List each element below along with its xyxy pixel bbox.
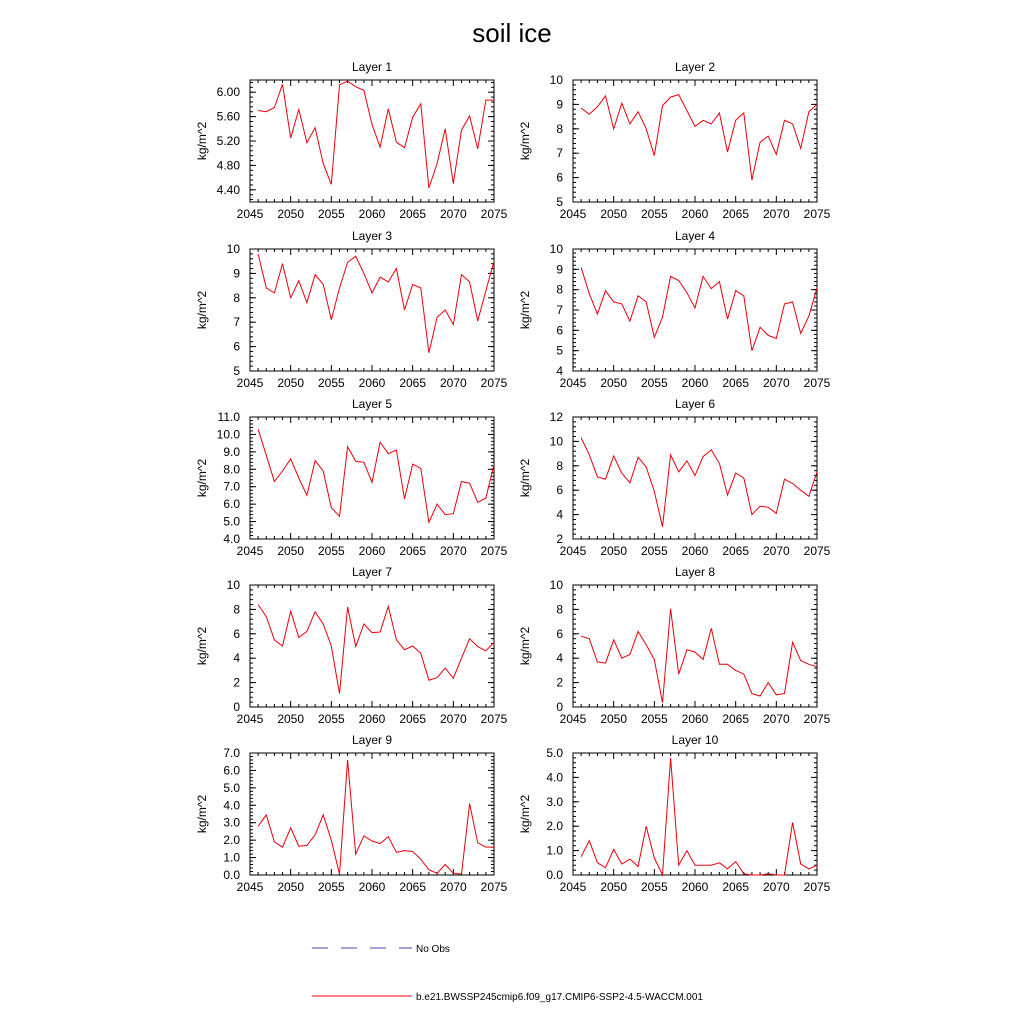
y-axis-label: kg/m^2 [195, 626, 209, 666]
y-tick-label: 8 [233, 602, 240, 617]
y-tick-label: 3.0 [546, 794, 563, 809]
y-tick-label: 4 [556, 651, 563, 666]
y-tick-label: 6 [233, 626, 240, 641]
y-tick-label: 0.0 [223, 868, 240, 882]
x-tick-label: 2075 [803, 207, 831, 221]
x-tick-label: 2075 [803, 376, 831, 390]
y-tick-label: 9 [556, 97, 563, 112]
y-tick-label: 4 [556, 507, 563, 522]
x-tick-label: 2050 [600, 544, 628, 558]
y-tick-label: 5.60 [216, 109, 240, 124]
x-tick-label: 2070 [762, 712, 790, 726]
y-tick-label: 4 [233, 651, 240, 666]
y-tick-label: 11.0 [217, 410, 240, 424]
y-tick-label: 6 [556, 483, 563, 498]
x-tick-label: 2060 [358, 712, 386, 726]
y-tick-label: 8 [556, 121, 563, 136]
x-tick-label: 2070 [762, 544, 790, 558]
y-tick-label: 10 [226, 578, 240, 592]
chart-panel-layer-8 [518, 565, 831, 726]
x-tick-label: 2065 [722, 712, 750, 726]
x-tick-label: 2045 [236, 712, 264, 726]
y-axis-label: kg/m^2 [195, 121, 209, 161]
x-tick-label: 2070 [439, 544, 467, 558]
y-tick-label: 7 [233, 315, 240, 330]
x-tick-label: 2070 [762, 207, 790, 221]
x-tick-label: 2065 [722, 544, 750, 558]
plot-frame [250, 585, 494, 707]
x-tick-label: 2045 [236, 207, 264, 221]
series-line [258, 605, 494, 694]
y-tick-label: 0 [233, 700, 240, 714]
plot-frame [250, 753, 494, 875]
series-line [581, 609, 817, 703]
x-tick-label: 2055 [640, 376, 668, 390]
y-axis-label: kg/m^2 [195, 290, 209, 330]
panel-title: Layer 8 [674, 565, 716, 579]
y-tick-label: 9 [556, 262, 563, 277]
x-tick-label: 2055 [640, 207, 668, 221]
y-tick-label: 4 [556, 364, 563, 378]
y-tick-label: 6 [556, 323, 563, 338]
chart-panel-layer-4 [518, 229, 831, 390]
panel-title: Layer 10 [671, 733, 719, 747]
y-tick-label: 8 [556, 282, 563, 297]
x-tick-label: 2075 [480, 544, 508, 558]
legend [312, 944, 703, 1003]
x-tick-label: 2060 [681, 880, 709, 894]
series-line [581, 95, 817, 180]
plot-frame [573, 585, 817, 707]
x-tick-label: 2045 [236, 544, 264, 558]
x-tick-label: 2050 [600, 712, 628, 726]
x-tick-label: 2055 [317, 880, 345, 894]
y-tick-label: 2.0 [546, 819, 563, 834]
x-tick-label: 2045 [236, 376, 264, 390]
x-tick-label: 2060 [358, 544, 386, 558]
y-axis-label: kg/m^2 [518, 458, 532, 498]
y-tick-label: 9 [233, 266, 240, 281]
x-tick-label: 2060 [358, 880, 386, 894]
y-axis-label: kg/m^2 [518, 121, 532, 161]
x-tick-label: 2055 [640, 544, 668, 558]
y-tick-label: 5 [233, 364, 240, 378]
y-tick-label: 1.0 [223, 850, 240, 865]
y-tick-label: 10 [549, 578, 563, 592]
y-tick-label: 5.0 [546, 746, 563, 760]
x-tick-label: 2065 [399, 544, 427, 558]
x-tick-label: 2050 [277, 207, 305, 221]
y-tick-label: 6 [233, 339, 240, 354]
x-tick-label: 2055 [317, 544, 345, 558]
panel-title: Layer 6 [674, 397, 716, 411]
y-tick-label: 6.00 [216, 85, 240, 100]
y-tick-label: 0.0 [546, 868, 563, 882]
y-tick-label: 7.0 [223, 479, 240, 494]
x-tick-label: 2075 [480, 376, 508, 390]
x-tick-label: 2055 [640, 880, 668, 894]
x-tick-label: 2060 [681, 207, 709, 221]
x-tick-label: 2070 [762, 880, 790, 894]
chart-panel-layer-2 [518, 60, 831, 221]
x-tick-label: 2050 [600, 207, 628, 221]
figure-title: soil ice [472, 18, 552, 48]
y-tick-label: 4.40 [216, 182, 240, 197]
chart-panel-layer-6 [518, 397, 831, 558]
x-tick-label: 2075 [803, 712, 831, 726]
y-tick-label: 6 [556, 170, 563, 185]
y-tick-label: 2 [233, 675, 240, 690]
x-tick-label: 2060 [358, 207, 386, 221]
x-tick-label: 2055 [317, 712, 345, 726]
panel-title: Layer 1 [351, 60, 393, 74]
x-tick-label: 2060 [358, 376, 386, 390]
x-tick-label: 2055 [640, 712, 668, 726]
y-tick-label: 0 [556, 700, 563, 714]
y-tick-label: 8.0 [223, 462, 240, 477]
y-axis-label: kg/m^2 [518, 794, 532, 834]
x-tick-label: 2050 [277, 376, 305, 390]
legend-series-label: b.e21.BWSSP245cmip6.f09_g17.CMIP6-SSP2-4.5-WACCM.001 [416, 992, 703, 1003]
x-tick-label: 2045 [559, 376, 587, 390]
y-tick-label: 4.0 [223, 532, 240, 546]
plot-frame [573, 417, 817, 539]
x-tick-label: 2075 [480, 880, 508, 894]
y-tick-label: 5.0 [223, 514, 240, 529]
series-line [581, 758, 817, 875]
y-tick-label: 12 [549, 410, 563, 424]
x-tick-label: 2070 [439, 880, 467, 894]
plot-frame [250, 249, 494, 371]
chart-panel-layer-5 [195, 397, 508, 558]
y-axis-label: kg/m^2 [195, 458, 209, 498]
x-tick-label: 2065 [399, 712, 427, 726]
y-tick-label: 8 [556, 602, 563, 617]
x-tick-label: 2060 [681, 544, 709, 558]
plot-frame [573, 249, 817, 371]
y-tick-label: 4.80 [216, 158, 240, 173]
plot-frame [573, 753, 817, 875]
plot-frame [250, 417, 494, 539]
series-line [581, 438, 817, 527]
x-tick-label: 2075 [803, 880, 831, 894]
y-axis-label: kg/m^2 [518, 290, 532, 330]
x-tick-label: 2050 [600, 376, 628, 390]
x-tick-label: 2050 [277, 880, 305, 894]
y-tick-label: 1.0 [546, 843, 563, 858]
x-tick-label: 2045 [559, 207, 587, 221]
series-line [581, 267, 817, 350]
x-tick-label: 2065 [722, 376, 750, 390]
series-line [258, 81, 494, 188]
x-tick-label: 2050 [277, 544, 305, 558]
legend-no-obs-label: No Obs [416, 944, 450, 955]
x-tick-label: 2075 [480, 712, 508, 726]
y-tick-label: 4.0 [223, 798, 240, 813]
chart-panel-layer-3 [195, 229, 508, 390]
y-tick-label: 5 [556, 195, 563, 209]
y-tick-label: 2.0 [223, 833, 240, 848]
series-line [258, 254, 494, 353]
panel-title: Layer 3 [351, 229, 393, 243]
y-tick-label: 7.0 [223, 746, 240, 760]
plot-frame [573, 80, 817, 202]
x-tick-label: 2070 [439, 376, 467, 390]
y-tick-label: 4.0 [546, 770, 563, 785]
x-tick-label: 2070 [439, 712, 467, 726]
chart-panel-layer-10 [518, 733, 831, 894]
y-tick-label: 10.0 [216, 427, 240, 442]
y-tick-label: 10 [226, 242, 240, 256]
y-tick-label: 10 [549, 73, 563, 87]
chart-panel-layer-7 [195, 565, 508, 726]
y-tick-label: 2 [556, 532, 563, 546]
x-tick-label: 2070 [762, 376, 790, 390]
y-axis-label: kg/m^2 [195, 794, 209, 834]
plot-frame [250, 80, 494, 202]
y-tick-label: 7 [556, 303, 563, 317]
x-tick-label: 2070 [439, 207, 467, 221]
x-tick-label: 2065 [722, 207, 750, 221]
y-tick-label: 6 [556, 626, 563, 641]
x-tick-label: 2045 [236, 880, 264, 894]
series-line [258, 760, 494, 874]
x-tick-label: 2065 [399, 376, 427, 390]
panel-title: Layer 5 [351, 397, 393, 411]
y-tick-label: 6.0 [223, 497, 240, 512]
x-tick-label: 2055 [317, 207, 345, 221]
y-tick-label: 8 [233, 290, 240, 305]
y-tick-label: 10 [549, 242, 563, 256]
y-tick-label: 5.0 [223, 780, 240, 795]
chart-panel-layer-9 [195, 733, 508, 894]
x-tick-label: 2075 [803, 544, 831, 558]
series-line [258, 429, 494, 522]
x-tick-label: 2050 [600, 880, 628, 894]
x-tick-label: 2045 [559, 712, 587, 726]
y-tick-label: 5.20 [216, 134, 240, 148]
x-tick-label: 2055 [317, 376, 345, 390]
chart-panel-layer-1 [195, 60, 508, 221]
y-tick-label: 9.0 [223, 444, 240, 459]
x-tick-label: 2050 [277, 712, 305, 726]
panel-title: Layer 9 [351, 733, 393, 747]
panel-title: Layer 2 [674, 60, 716, 74]
y-tick-label: 8 [556, 458, 563, 473]
y-tick-label: 6.0 [223, 763, 240, 778]
x-tick-label: 2065 [722, 880, 750, 894]
y-tick-label: 5 [556, 343, 563, 358]
y-tick-label: 7 [556, 146, 563, 161]
panel-grid [195, 60, 831, 894]
x-tick-label: 2045 [559, 544, 587, 558]
panel-title: Layer 7 [351, 565, 393, 579]
y-axis-label: kg/m^2 [518, 626, 532, 666]
x-tick-label: 2065 [399, 207, 427, 221]
y-tick-label: 2 [556, 675, 563, 690]
panel-title: Layer 4 [674, 229, 716, 243]
x-tick-label: 2060 [681, 712, 709, 726]
y-tick-label: 3.0 [223, 815, 240, 830]
x-tick-label: 2060 [681, 376, 709, 390]
y-tick-label: 10 [549, 434, 563, 449]
x-tick-label: 2075 [480, 207, 508, 221]
x-tick-label: 2065 [399, 880, 427, 894]
x-tick-label: 2045 [559, 880, 587, 894]
